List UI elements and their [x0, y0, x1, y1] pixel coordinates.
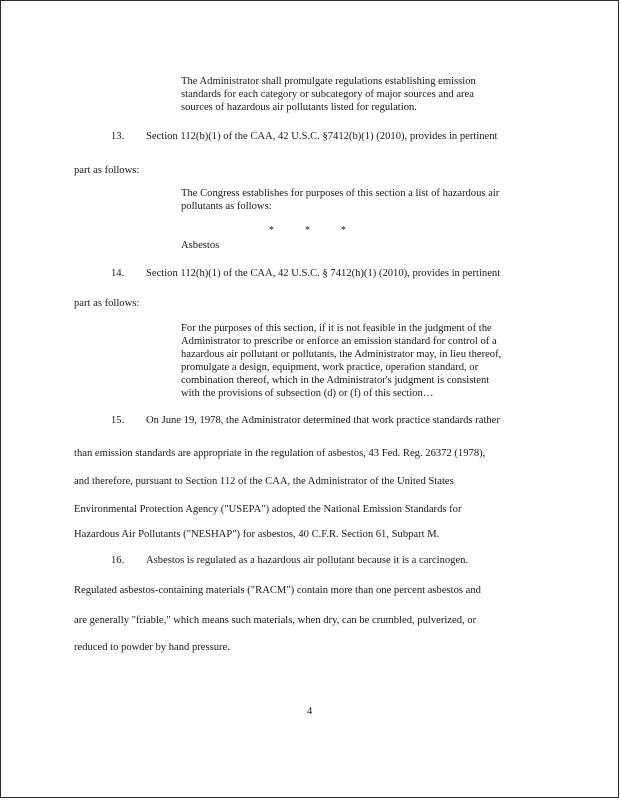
quote-2-line-2: pollutants as follows:: [181, 201, 272, 212]
quote-3-line-1: For the purposes of this section, if it is not feasible in the judgment of the: [181, 323, 492, 334]
quote-3-line-4: promulgate a design, equipment, work practice, operation standard, or: [181, 362, 479, 373]
paragraph-14-number: 14.: [111, 268, 125, 279]
paragraph-14-line-1: Section 112(h)(1) of the CAA, 42 U.S.C. § 7412(h)(1) (2010), provides in pertinent: [146, 268, 501, 279]
paragraph-15-line-3: and therefore, pursuant to Section 112 of the CAA, the Administrator of the United States: [74, 476, 454, 487]
paragraph-14-line-2: part as follows:: [74, 298, 140, 309]
paragraph-15-line-5: Hazardous Air Pollutants ("NESHAP") for asbestos, 40 C.F.R. Section 61, Subpart M.: [74, 529, 440, 540]
paragraph-13-line-1: Section 112(b)(1) of the CAA, 42 U.S.C. §7412(b)(1) (2010), provides in pertinent: [146, 131, 498, 142]
paragraph-15-number: 15.: [111, 415, 125, 426]
ellipsis-star-1: *: [269, 225, 274, 236]
paragraph-16-line-4: reduced to powder by hand pressure.: [74, 642, 230, 653]
asbestos-list-item: Asbestos: [181, 240, 220, 251]
paragraph-16-line-1: Asbestos is regulated as a hazardous air pollutant because it is a carcinogen.: [146, 555, 469, 566]
paragraph-15-line-2: than emission standards are appropriate in the regulation of asbestos, 43 Fed. Reg. 26372 (1978),: [74, 448, 486, 459]
quote-1-line-1: The Administrator shall promulgate regulations establishing emission: [181, 76, 476, 87]
quote-3-line-3: hazardous air pollutant or pollutants, the Administrator may, in lieu thereof,: [181, 349, 502, 360]
quote-3-line-2: Administrator to prescribe or enforce an emission standard for control of a: [181, 336, 497, 347]
quote-3-line-5: combination thereof, which in the Administrator's judgment is consistent: [181, 375, 490, 386]
paragraph-16-line-2: Regulated asbestos-containing materials ("RACM") contain more than one percent asbestos and: [74, 585, 481, 596]
quote-2-line-1: The Congress establishes for purposes of this section a list of hazardous air: [181, 188, 500, 199]
page-number: 4: [307, 706, 313, 717]
quote-3-line-6: with the provisions of subsection (d) or (f) of this section…: [181, 388, 434, 399]
ellipsis-star-2: *: [305, 225, 310, 236]
ellipsis-star-3: *: [341, 225, 346, 236]
paragraph-15-line-4: Environmental Protection Agency ("USEPA") adopted the National Emission Standards for: [74, 504, 462, 515]
paragraph-13-line-2: part as follows:: [74, 165, 140, 176]
paragraph-15-line-1: On June 19, 1978, the Administrator determined that work practice standards rather: [146, 415, 500, 426]
paragraph-13-number: 13.: [111, 131, 125, 142]
paragraph-16-number: 16.: [111, 555, 125, 566]
paragraph-16-line-3: are generally "friable," which means such materials, when dry, can be crumbled, pulverized, or: [74, 615, 477, 626]
quote-1-line-2: standards for each category or subcategory of major sources and area: [181, 89, 474, 100]
quote-1-line-3: sources of hazardous air pollutants listed for regulation.: [181, 102, 417, 113]
